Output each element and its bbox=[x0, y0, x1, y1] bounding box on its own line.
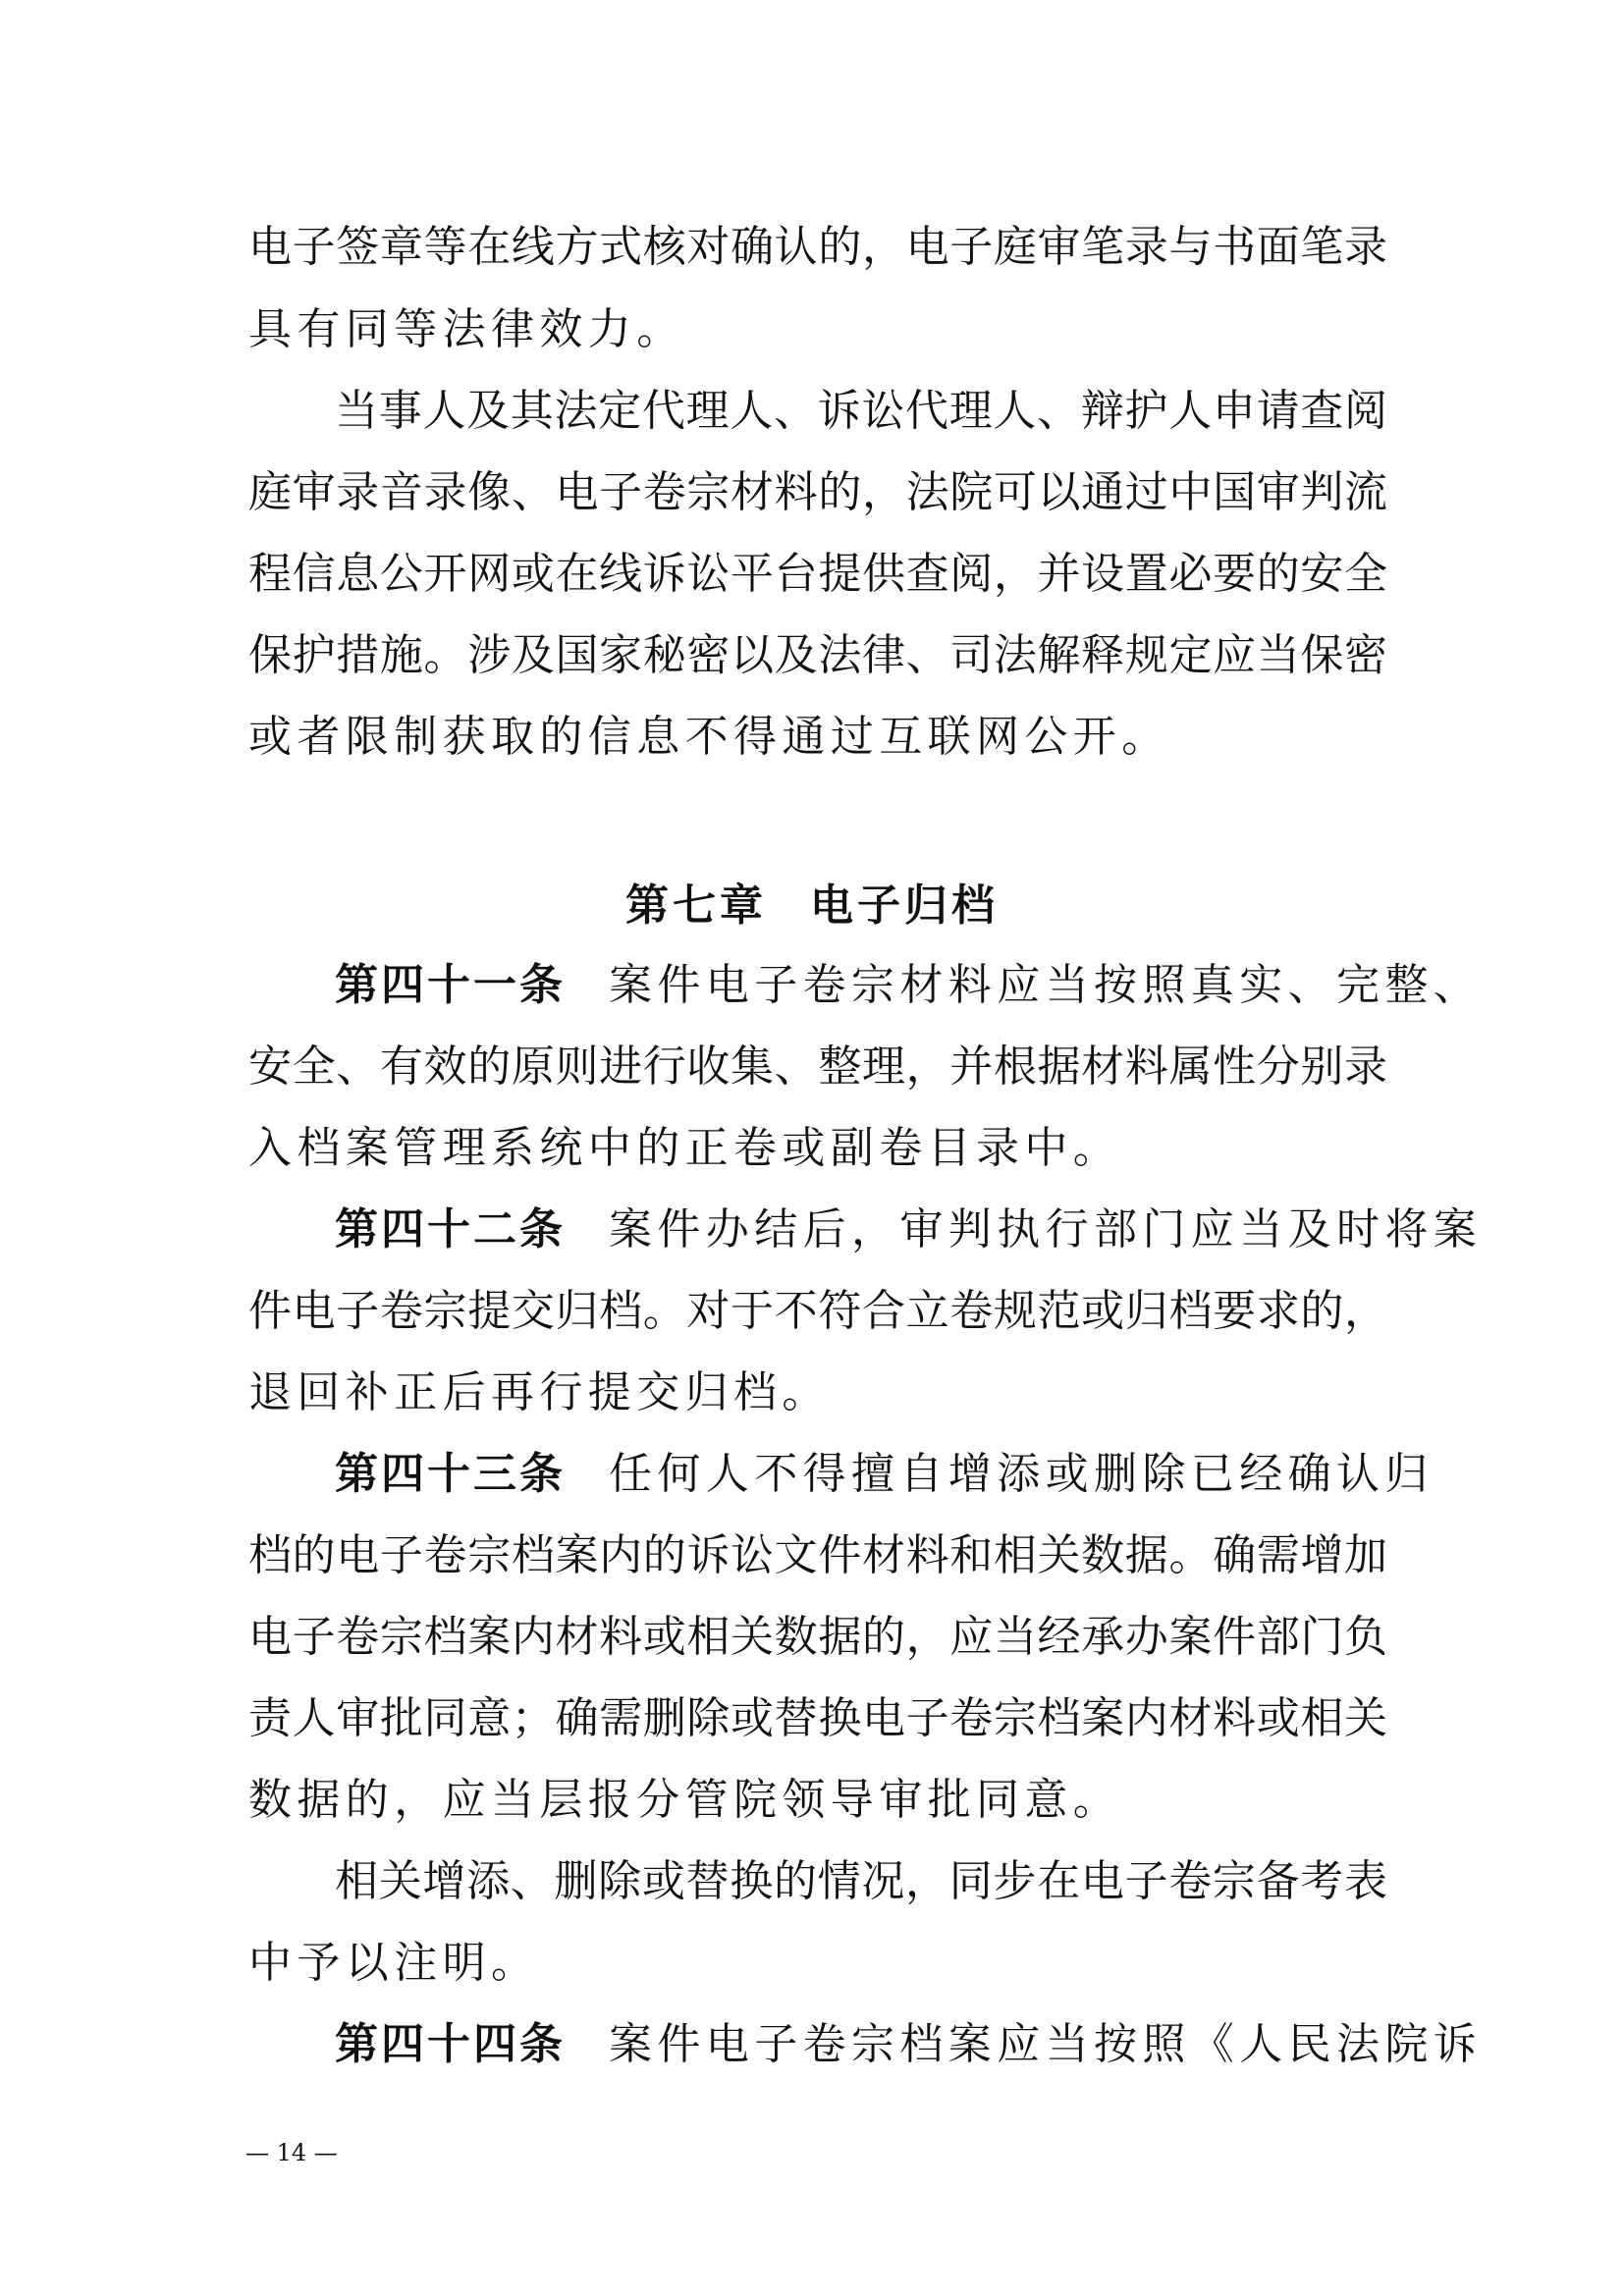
paragraph-line: 庭审录音录像、电子卷宗材料的，法院可以通过中国审判流 bbox=[248, 467, 1387, 517]
article-text: 案件办结后，审判执行部门应当及时将案 bbox=[609, 1204, 1483, 1255]
paragraph-line: 或者限制获取的信息不得通过互联网公开。 bbox=[248, 712, 1170, 762]
paragraph-line: 电子签章等在线方式核对确认的，电子庭审笔录与书面笔录 bbox=[248, 222, 1387, 272]
article-text: 案件电子卷宗材料应当按照真实、完整、 bbox=[609, 960, 1483, 1010]
paragraph-line: 相关增添、删除或替换的情况，同步在电子卷宗备考表 bbox=[335, 1856, 1387, 1906]
chapter-heading bbox=[0, 877, 1624, 935]
paragraph-line: 入档案管理系统中的正卷或副卷目录中。 bbox=[248, 1123, 1122, 1173]
paragraph-line: 保护措施。涉及国家秘密以及法律、司法解释规定应当保密 bbox=[248, 630, 1387, 680]
paragraph-line: 安全、有效的原则进行收集、整理，并根据材料属性分别录 bbox=[248, 1041, 1387, 1092]
paragraph-line: 当事人及其法定代理人、诉讼代理人、辩护人申请查阅 bbox=[335, 386, 1387, 436]
article-heading: 第四十三条 bbox=[335, 1449, 566, 1499]
paragraph-line: 数据的，应当层报分管院领导审批同意。 bbox=[248, 1775, 1122, 1825]
chapter-title: 电子归档 bbox=[810, 881, 999, 931]
paragraph-line: 责人审批同意；确需删除或替换电子卷宗档案内材料或相关 bbox=[248, 1693, 1387, 1743]
page-number: — 14 — bbox=[245, 2139, 338, 2166]
paragraph-line: 中予以注明。 bbox=[248, 1938, 540, 1988]
article-43-first-line bbox=[335, 1445, 1434, 1504]
article-heading: 第四十四条 bbox=[335, 2019, 566, 2069]
paragraph-line: 程信息公开网或在线诉讼平台提供查阅，并设置必要的安全 bbox=[248, 549, 1387, 599]
paragraph-line: 档的电子卷宗档案内的诉讼文件材料和相关数据。确需增加 bbox=[248, 1530, 1387, 1580]
article-41-first-line bbox=[335, 956, 1483, 1015]
article-text: 案件电子卷宗档案应当按照《人民法院诉 bbox=[609, 2019, 1483, 2069]
article-heading: 第四十一条 bbox=[335, 960, 566, 1010]
article-42-first-line bbox=[335, 1201, 1483, 1259]
paragraph-line: 件电子卷宗提交归档。对于不符合立卷规范或归档要求的， bbox=[248, 1286, 1387, 1336]
paragraph-line: 具有同等法律效力。 bbox=[248, 304, 685, 354]
chapter-number: 第七章 bbox=[625, 881, 767, 931]
article-text: 任何人不得擅自增添或删除已经确认归 bbox=[609, 1449, 1434, 1499]
article-44-first-line bbox=[335, 2015, 1483, 2074]
paragraph-line: 退回补正后再行提交归档。 bbox=[248, 1367, 831, 1417]
paragraph-line: 电子卷宗档案内材料或相关数据的，应当经承办案件部门负 bbox=[248, 1612, 1387, 1662]
article-heading: 第四十二条 bbox=[335, 1204, 566, 1255]
